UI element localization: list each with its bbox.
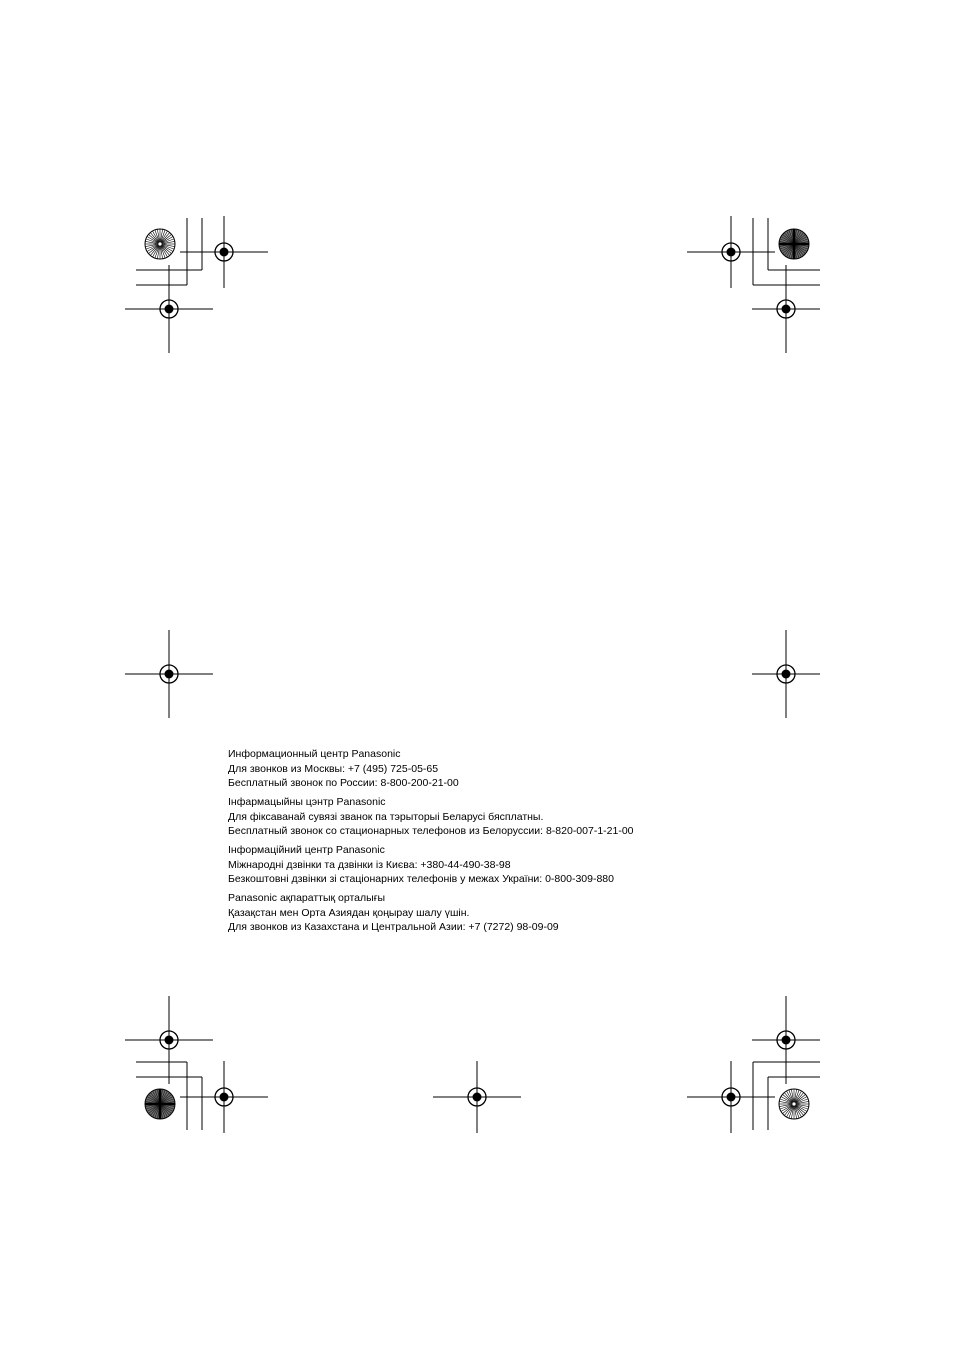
contact-line: Для звонков из Москвы: +7 (495) 725-05-65	[228, 762, 439, 775]
contact-line: Для фіксаванай сувязі званок па тэрыторыі Беларусі бясплатны.	[228, 810, 544, 823]
color-wheel	[779, 1089, 809, 1119]
contact-block-russia	[228, 747, 788, 791]
registration-mark	[752, 265, 820, 353]
registration-mark	[180, 1061, 268, 1133]
contact-line: Қазақстан мен Орта Азиядан қоңырау шалу үшін.	[228, 906, 470, 919]
color-wheel	[779, 229, 809, 259]
contact-line: Бесплатный звонок по России: 8-800-200-21-00	[228, 777, 459, 789]
registration-mark	[687, 1061, 775, 1133]
crop-marks	[136, 218, 820, 1130]
color-wheels	[145, 229, 809, 1119]
registration-mark	[125, 996, 213, 1084]
color-wheel	[145, 1089, 175, 1119]
registration-mark	[433, 1061, 521, 1133]
contact-block-kazakhstan	[228, 891, 788, 935]
contact-title: Panasonic ақпараттық орталығы	[228, 892, 386, 904]
registration-mark	[752, 996, 820, 1084]
contact-block-ukraine	[228, 843, 788, 887]
contact-title: Інформаційний центр Panasonic	[228, 844, 385, 856]
contact-line: Міжнародні дзвінки та дзвінки із Києва: +380-44-490-38-98	[228, 858, 511, 871]
contact-title: Інфармацыйны цэнтр Panasonic	[228, 796, 386, 808]
registration-marks	[125, 216, 820, 1133]
contact-block-belarus	[228, 795, 788, 839]
contact-line: Безкоштовні дзвінки зі стаціонарних телефонів у межах України: 0-800-309-880	[228, 873, 614, 885]
registration-mark	[125, 265, 213, 353]
color-wheel	[145, 229, 175, 259]
registration-mark	[180, 216, 268, 288]
registration-mark	[687, 216, 775, 288]
registration-mark	[752, 630, 820, 718]
registration-mark	[125, 630, 213, 718]
contact-title: Информационный центр Panasonic	[228, 748, 401, 760]
contact-line: Бесплатный звонок со стационарных телефонов из Белоруссии: 8-820-007-1-21-00	[228, 825, 634, 837]
contact-line: Для звонков из Казахстана и Центральной Азии: +7 (7272) 98-09-09	[228, 921, 559, 933]
